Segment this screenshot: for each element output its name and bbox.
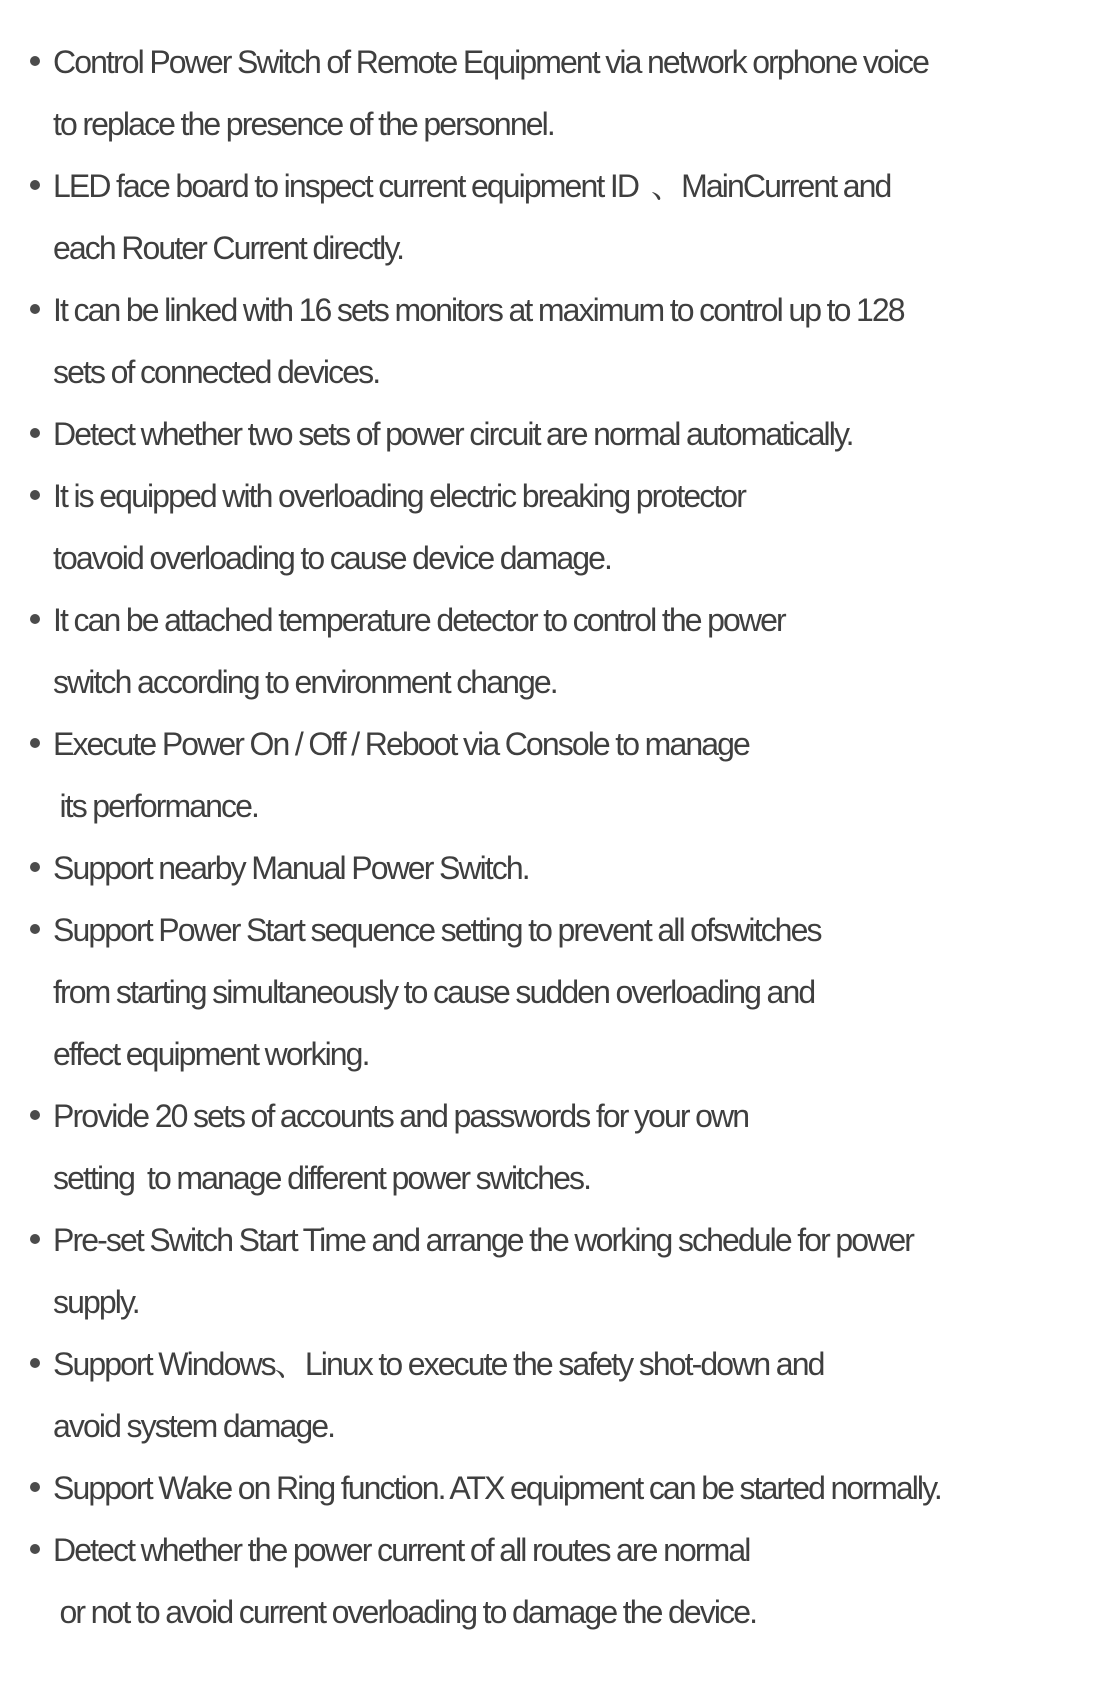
bullet-icon bbox=[30, 428, 40, 438]
bullet-icon bbox=[30, 1482, 40, 1492]
feature-line: Execute Power On / Off / Reboot via Console to manage bbox=[53, 726, 749, 762]
feature-line: its performance. bbox=[53, 788, 259, 824]
feature-line: LED face board to inspect current equipment ID 、MainCurrent and bbox=[53, 168, 891, 204]
feature-line: Support Windows、Linux to execute the safety shot-down and bbox=[53, 1346, 824, 1382]
feature-item bbox=[0, 465, 1100, 589]
feature-line: Detect whether the power current of all routes are normal bbox=[53, 1532, 750, 1568]
feature-line: sets of connected devices. bbox=[53, 354, 380, 390]
bullet-icon bbox=[30, 304, 40, 314]
bullet-icon bbox=[30, 56, 40, 66]
feature-line: It is equipped with overloading electric breaking protector bbox=[53, 478, 745, 514]
feature-item bbox=[0, 155, 1100, 279]
bullet-icon bbox=[30, 862, 40, 872]
feature-item bbox=[0, 1519, 1100, 1643]
feature-item bbox=[0, 837, 1100, 899]
feature-line: supply. bbox=[53, 1284, 139, 1320]
feature-line: Pre-set Switch Start Time and arrange the working schedule for power bbox=[53, 1222, 914, 1258]
bullet-icon bbox=[30, 924, 40, 934]
feature-item bbox=[0, 713, 1100, 837]
bullet-icon bbox=[30, 1234, 40, 1244]
feature-line: switch according to environment change. bbox=[53, 664, 557, 700]
bullet-icon bbox=[30, 1110, 40, 1120]
feature-item bbox=[0, 1209, 1100, 1333]
feature-line: avoid system damage. bbox=[53, 1408, 335, 1444]
feature-item bbox=[0, 899, 1100, 1085]
feature-line: Support Wake on Ring function. ATX equipment can be started normally. bbox=[53, 1470, 941, 1506]
feature-line: from starting simultaneously to cause sudden overloading and bbox=[53, 974, 815, 1010]
feature-item bbox=[0, 589, 1100, 713]
bullet-icon bbox=[30, 1544, 40, 1554]
bullet-icon bbox=[30, 738, 40, 748]
feature-line: It can be attached temperature detector to control the power bbox=[53, 602, 785, 638]
feature-line: Control Power Switch of Remote Equipment via network orphone voice bbox=[53, 44, 929, 80]
feature-line: or not to avoid current overloading to damage the device. bbox=[53, 1594, 757, 1630]
feature-line: to replace the presence of the personnel. bbox=[53, 106, 554, 142]
feature-item bbox=[0, 31, 1100, 155]
bullet-icon bbox=[30, 614, 40, 624]
feature-item bbox=[0, 403, 1100, 465]
bullet-icon bbox=[30, 1358, 40, 1368]
feature-item bbox=[0, 279, 1100, 403]
feature-line: It can be linked with 16 sets monitors at maximum to control up to 128 bbox=[53, 292, 904, 328]
feature-line: each Router Current directly. bbox=[53, 230, 404, 266]
bullet-icon bbox=[30, 490, 40, 500]
feature-list bbox=[0, 31, 1100, 1643]
feature-item bbox=[0, 1333, 1100, 1457]
feature-line: effect equipment working. bbox=[53, 1036, 369, 1072]
bullet-icon bbox=[30, 180, 40, 190]
feature-line: Provide 20 sets of accounts and passwords for your own bbox=[53, 1098, 749, 1134]
feature-line: Support Power Start sequence setting to prevent all ofswitches bbox=[53, 912, 821, 948]
feature-item bbox=[0, 1457, 1100, 1519]
feature-line: Detect whether two sets of power circuit are normal automatically. bbox=[53, 416, 853, 452]
feature-line: toavoid overloading to cause device damage. bbox=[53, 540, 612, 576]
feature-line: Support nearby Manual Power Switch. bbox=[53, 850, 529, 886]
feature-line: setting to manage different power switches. bbox=[53, 1160, 591, 1196]
feature-item bbox=[0, 1085, 1100, 1209]
